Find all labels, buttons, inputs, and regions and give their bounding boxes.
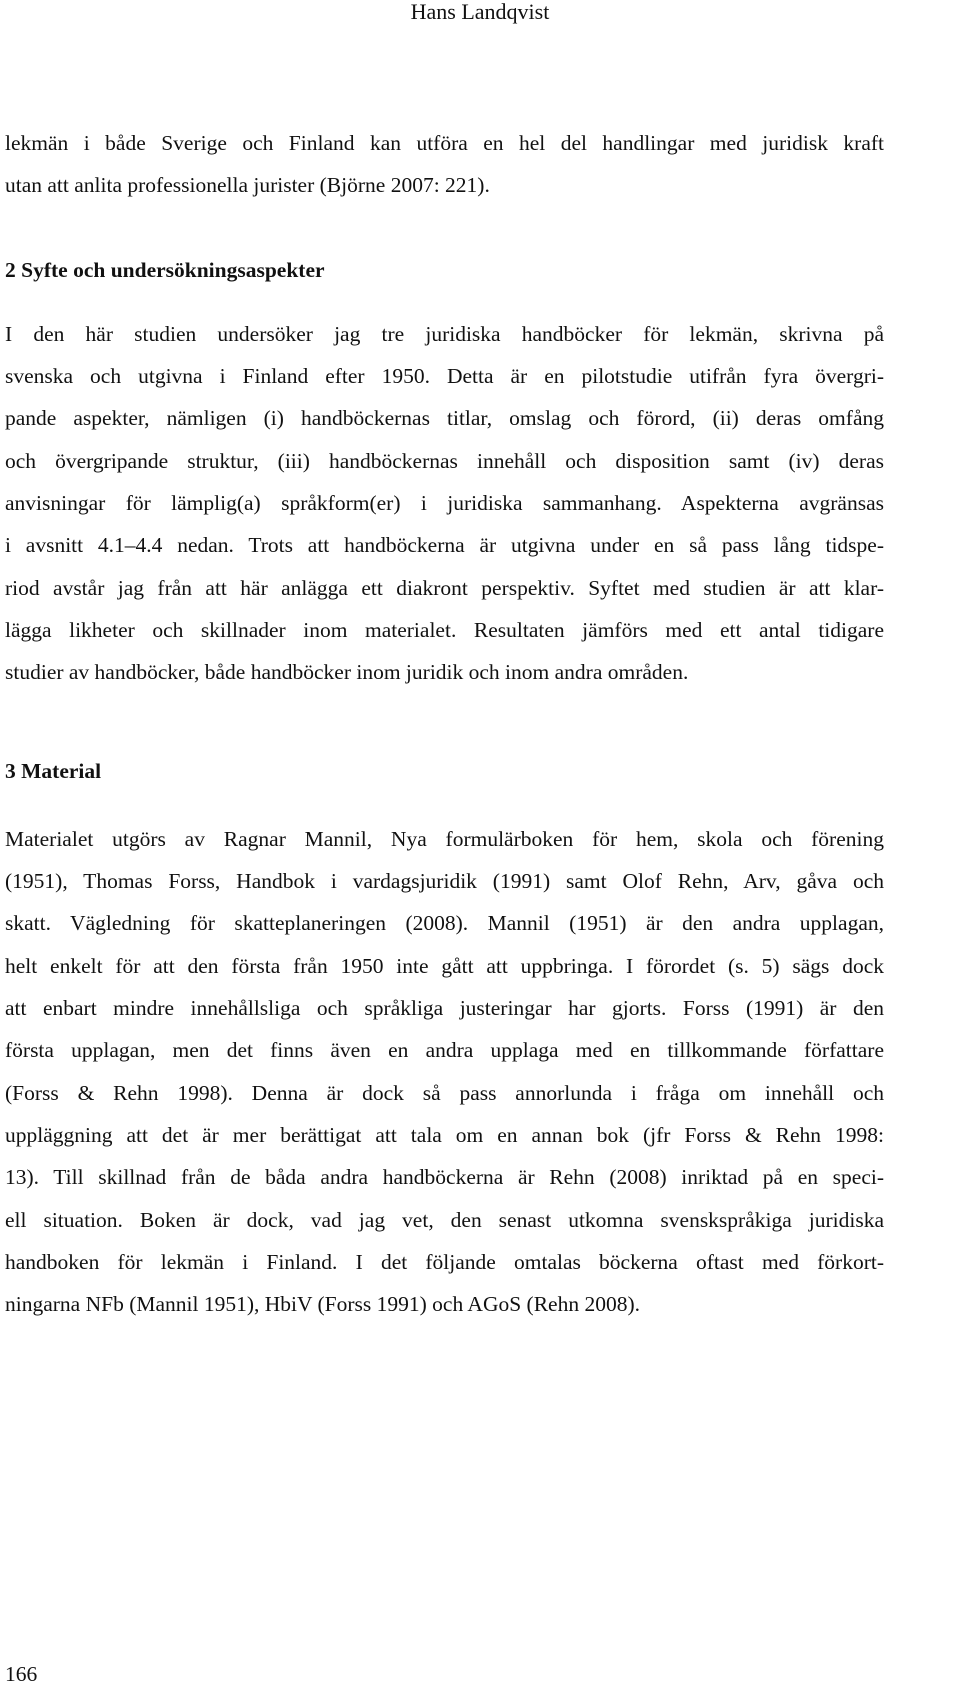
text-line: lekmän i både Sverige och Finland kan utföra en hel del handlingar med juridisk kraft — [5, 131, 884, 155]
text-line: svenska och utgivna i Finland efter 1950. Detta är en pilotstudie utifrån fyra övergri- — [5, 364, 884, 389]
text-line: första upplagan, men det finns även en andra upplaga med en tillkommande författare — [5, 1038, 884, 1063]
material-paragraph — [5, 818, 884, 1326]
text-line: att enbart mindre innehållsliga och språkliga justeringar har gjorts. Forss (1991) är den — [5, 996, 884, 1021]
page-number: 166 — [5, 1662, 38, 1686]
text-line: 13). Till skillnad från de båda andra handböckerna är Rehn (2008) inriktad på en speci- — [5, 1165, 884, 1190]
text-line: i avsnitt 4.1–4.4 nedan. Trots att handböckerna är utgivna under en så pass lång tidspe- — [5, 533, 884, 558]
text-line: ell situation. Boken är dock, vad jag vet, den senast utkomna svenskspråkiga juridiska — [5, 1207, 884, 1232]
text-line: skatt. Vägledning för skatteplaneringen (2008). Mannil (1951) är den andra upplagan, — [5, 911, 884, 936]
text-line: (1951), Thomas Forss, Handbok i vardagsjuridik (1991) samt Olof Rehn, Arv, gåva och — [5, 869, 884, 894]
text-line: studier av handböcker, både handböcker inom juridik och inom andra områden. — [5, 660, 689, 685]
running-head: Hans Landqvist — [410, 0, 550, 24]
text-line: (Forss & Rehn 1998). Denna är dock så pass annorlunda i fråga om innehåll och — [5, 1080, 884, 1105]
text-line: lägga likheter och skillnader inom materialet. Resultaten jämförs med ett antal tidigare — [5, 617, 884, 642]
section-heading-purpose: 2 Syfte och undersökningsaspekter — [5, 257, 325, 282]
text-line: handboken för lekmän i Finland. I det följande omtalas böckerna oftast med förkort- — [5, 1249, 884, 1274]
intro-paragraph — [5, 122, 884, 207]
text-line: ningarna NFb (Mannil 1951), HbiV (Forss 1991) och AGoS (Rehn 2008). — [5, 1292, 641, 1317]
text-line: helt enkelt för att den första från 1950 inte gått att uppbringa. I förordet (s. 5) sägs dock — [5, 953, 884, 978]
text-line: uppläggning att det är mer berättigat att tala om en annan bok (jfr Forss & Rehn 1998: — [5, 1122, 884, 1147]
section-heading-material: 3 Material — [5, 758, 102, 783]
text-line: Materialet utgörs av Ragnar Mannil, Nya formulärboken för hem, skola och förening — [5, 826, 884, 851]
text-line: anvisningar för lämplig(a) språkform(er) i juridiska sammanhang. Aspekterna avgränsas — [5, 491, 884, 516]
page-body — [5, 122, 884, 1325]
text-line: och övergripande struktur, (iii) handböckernas innehåll och disposition samt (iv) deras — [5, 448, 884, 473]
text-line: riod avstår jag från att här anlägga ett diakront perspektiv. Syftet med studien är att klar- — [5, 575, 884, 600]
purpose-paragraph — [5, 313, 884, 694]
text-line: pande aspekter, nämligen (i) handböckernas titlar, omslag och förord, (ii) deras omfång — [5, 406, 884, 431]
text-line: I den här studien undersöker jag tre juridiska handböcker för lekmän, skrivna på — [5, 321, 884, 346]
text-line: utan att anlita professionella jurister (Björne 2007: 221). — [5, 173, 490, 198]
